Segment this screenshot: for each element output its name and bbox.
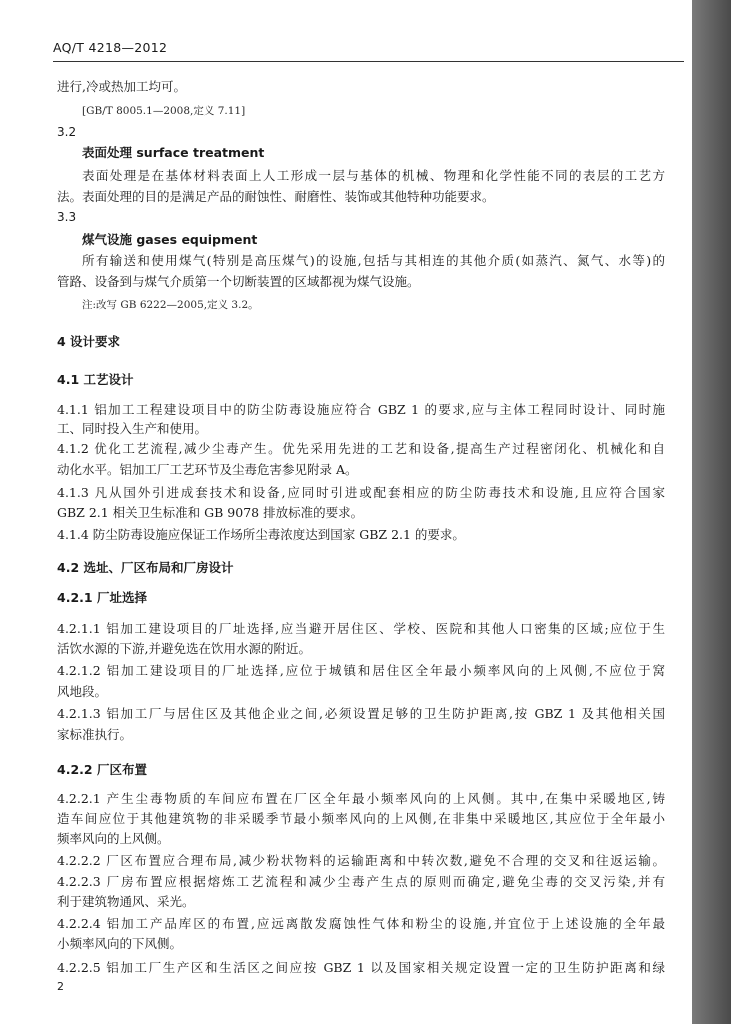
- paragraph-line: 4.2.2.2 厂区布置应合理布局,减少粉状物料的运输距离和中转次数,避免不合理的交叉和往返运输。: [57, 853, 665, 868]
- term-heading: 煤气设施 gases equipment: [82, 232, 258, 247]
- paragraph-line: 动化水平。铝加工厂工艺环节及尘毒危害参见附录 A。: [57, 462, 358, 477]
- paragraph-line: 活饮水源的下游,并避免选在饮用水源的附近。: [57, 641, 311, 656]
- paragraph-line: 造车间应位于其他建筑物的非采暖季节最小频率风向的上风侧,在非集中采暖地区,其应位于全年最小: [57, 811, 665, 826]
- section-heading: 4.2 选址、厂区布局和厂房设计: [57, 560, 234, 575]
- paragraph-line: 利于建筑物通风、采光。: [57, 894, 195, 909]
- section-heading: 4 设计要求: [57, 334, 121, 349]
- paragraph-line: 风地段。: [57, 684, 108, 699]
- section-heading: 4.1 工艺设计: [57, 372, 134, 387]
- paragraph-line: 工、同时投入生产和使用。: [57, 421, 208, 436]
- paragraph-line: 4.2.1.3 铝加工厂与居住区及其他企业之间,必须设置足够的卫生防护距离,按 GBZ 1 及其他相关国: [57, 706, 665, 721]
- paragraph-line: 频率风向的上风侧。: [57, 831, 170, 846]
- paragraph-line: 4.2.1.2 铝加工建设项目的厂址选择,应位于城镇和居住区全年最小频率风向的上风侧,不应位于窝: [57, 663, 665, 678]
- term-heading: 表面处理 surface treatment: [82, 145, 265, 160]
- paragraph-line: 4.2.2.3 厂房布置应根据熔炼工艺流程和减少尘毒产生点的原则而确定,避免尘毒的交叉污染,并有: [57, 874, 665, 889]
- clause-number: 3.2: [57, 125, 77, 139]
- paragraph-line: 表面处理是在基体材料表面上人工形成一层与基体的机械、物理和化学性能不同的表层的工艺方: [82, 168, 665, 183]
- paragraph-line: 法。表面处理的目的是满足产品的耐蚀性、耐磨性、装饰或其他特种功能要求。: [57, 189, 495, 204]
- scan-shadow-edge: [692, 0, 731, 1024]
- paragraph-line: 4.2.2.4 铝加工产品库区的布置,应远离散发腐蚀性气体和粉尘的设施,并宜位于上述设施的全年最: [57, 916, 665, 931]
- paragraph-line: 4.1.2 优化工艺流程,减少尘毒产生。优先采用先进的工艺和设备,提高生产过程密闭化、机械化和自: [57, 441, 665, 456]
- paragraph-line: 4.2.2.5 铝加工厂生产区和生活区之间应按 GBZ 1 以及国家相关规定设置一定的卫生防护距离和绿: [57, 960, 665, 975]
- paragraph-line: 管路、设备到与煤气介质第一个切断装置的区域都视为煤气设施。: [57, 274, 420, 289]
- paragraph-line: 4.2.1.1 铝加工建设项目的厂址选择,应当避开居住区、学校、医院和其他人口密集的区域;应位于生: [57, 621, 665, 636]
- clause-number: 3.3: [57, 210, 77, 224]
- paragraph-line: 4.1.1 铝加工工程建设项目中的防尘防毒设施应符合 GBZ 1 的要求,应与主体工程同时设计、同时施: [57, 402, 665, 417]
- paragraph-line: 4.2.2.1 产生尘毒物质的车间应布置在厂区全年最小频率风向的上风侧。其中,在集中采暖地区,铸: [57, 791, 665, 806]
- paragraph-line: 所有输送和使用煤气(特别是高压煤气)的设施,包括与其相连的其他介质(如蒸汽、氮气、水等)的: [82, 253, 665, 268]
- page-number: 2: [57, 980, 64, 993]
- standard-id-header: AQ/T 4218—2012: [53, 40, 168, 55]
- paragraph-line: 4.1.4 防尘防毒设施应保证工作场所尘毒浓度达到国家 GBZ 2.1 的要求。: [57, 527, 465, 542]
- note-line: 注:改写 GB 6222—2005,定义 3.2。: [82, 299, 259, 311]
- paragraph-line: 进行,冷或热加工均可。: [57, 79, 186, 94]
- section-heading: 4.2.2 厂区布置: [57, 762, 147, 777]
- paragraph-line: 家标准执行。: [57, 727, 133, 742]
- paragraph-line: 小频率风向的下风侧。: [57, 936, 183, 951]
- paragraph-line: 4.1.3 凡从国外引进成套技术和设备,应同时引进或配套相应的防尘防毒技术和设施,且应符合国家: [57, 485, 665, 500]
- paragraph-line: GBZ 2.1 相关卫生标准和 GB 9078 排放标准的要求。: [57, 505, 364, 520]
- header-rule: [53, 61, 684, 62]
- section-heading: 4.2.1 厂址选择: [57, 590, 147, 605]
- reference-citation: [GB/T 8005.1—2008,定义 7.11]: [82, 105, 246, 117]
